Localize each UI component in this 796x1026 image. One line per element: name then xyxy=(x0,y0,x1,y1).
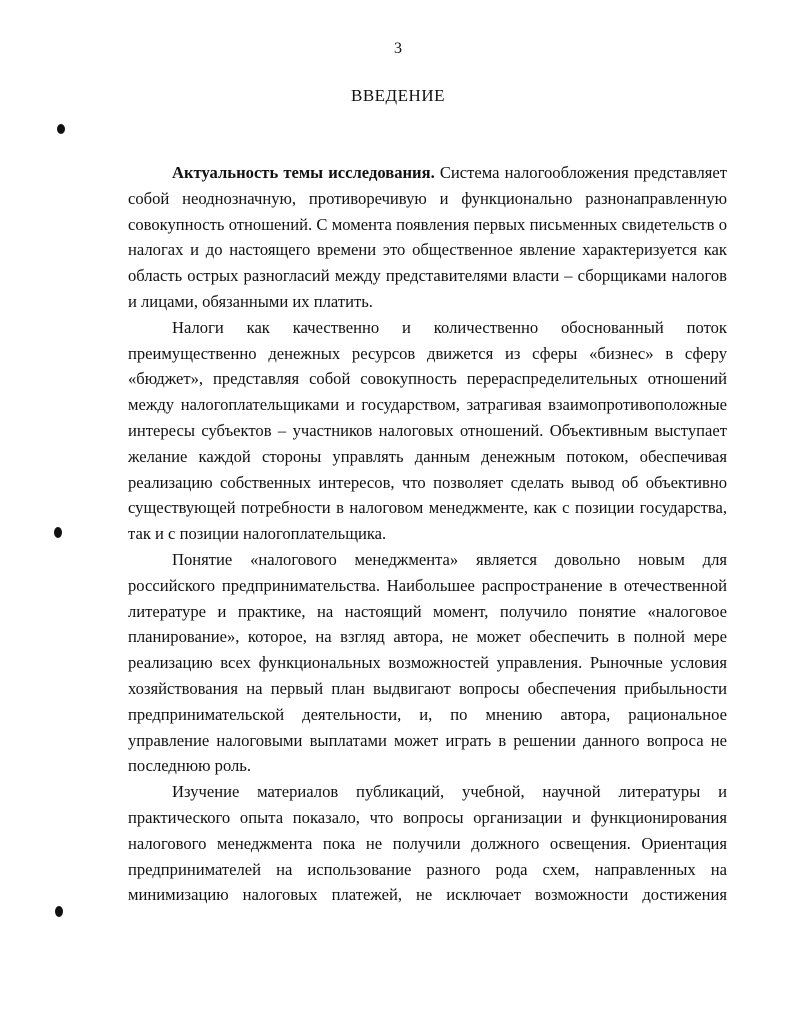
scan-dot xyxy=(57,124,65,134)
paragraph-text: Налоги как качественно и количественно обоснованный поток преимущественно денежных ресурсов движется из сферы «бизнес» в сферу «бюджет», представляя собой совокупность перераспределительных отношений между налогоплательщиками и государством, затрагивая взаимопротивоположные интересы субъектов – участников налоговых отношений. Объективным выступает желание каждой стороны управлять данным денежным потоком, обеспечивая реализацию собственных интересов, что позволяет сделать вывод об объективно существующей потребности в налоговом менеджменте, как с позиции государства, так и с позиции налогоплательщика. xyxy=(128,317,727,544)
scan-dot xyxy=(55,906,63,917)
section-title: ВВЕДЕНИЕ xyxy=(351,86,445,105)
paragraph-3 xyxy=(128,547,727,779)
paragraph-1 xyxy=(128,160,727,315)
scan-dot xyxy=(54,527,62,538)
paragraph-2 xyxy=(128,315,727,547)
paragraph-text: Понятие «налогового менеджмента» является довольно новым для российского предпринимательства. Наибольшее распространение в отечественной литературе и практике, на настоящий момент, получило понятие «налоговое планирование», которое, на взгляд автора, не может обеспечить в полной мере реализацию всех функциональных возможностей управления. Рыночные условия хозяйствования на первый план выдвигают вопросы обеспечения прибыльности предпринимательской деятельности, и, по мнению автора, рациональное управление налоговыми выплатами может играть в решении данного вопроса не последнюю роль. xyxy=(128,549,727,776)
paragraph-4 xyxy=(128,779,727,908)
paragraph-text: Изучение материалов публикаций, учебной, научной литературы и практического опыта показало, что вопросы организации и функционирования налогового менеджмента пока не получили должного освещения. Ориентация предпринимателей на использование разного рода схем, направленных на минимизацию налоговых платежей, не исключает возможности достижения xyxy=(128,782,727,905)
paragraph-lead: Актуальность темы исследования. xyxy=(172,163,435,182)
page-number: 3 xyxy=(394,40,402,57)
paragraph-text: Система налогообложения представляет собой неоднозначную, противоречивую и функционально разнонаправленную совокупность отношений. С момента появления первых письменных свидетельств о налогах и до настоящего времени это общественное явление характеризуется как область острых разногласий между представителями власти – сборщиками налогов и лицами, обязанными их платить. xyxy=(128,163,727,311)
body-text xyxy=(128,160,727,908)
